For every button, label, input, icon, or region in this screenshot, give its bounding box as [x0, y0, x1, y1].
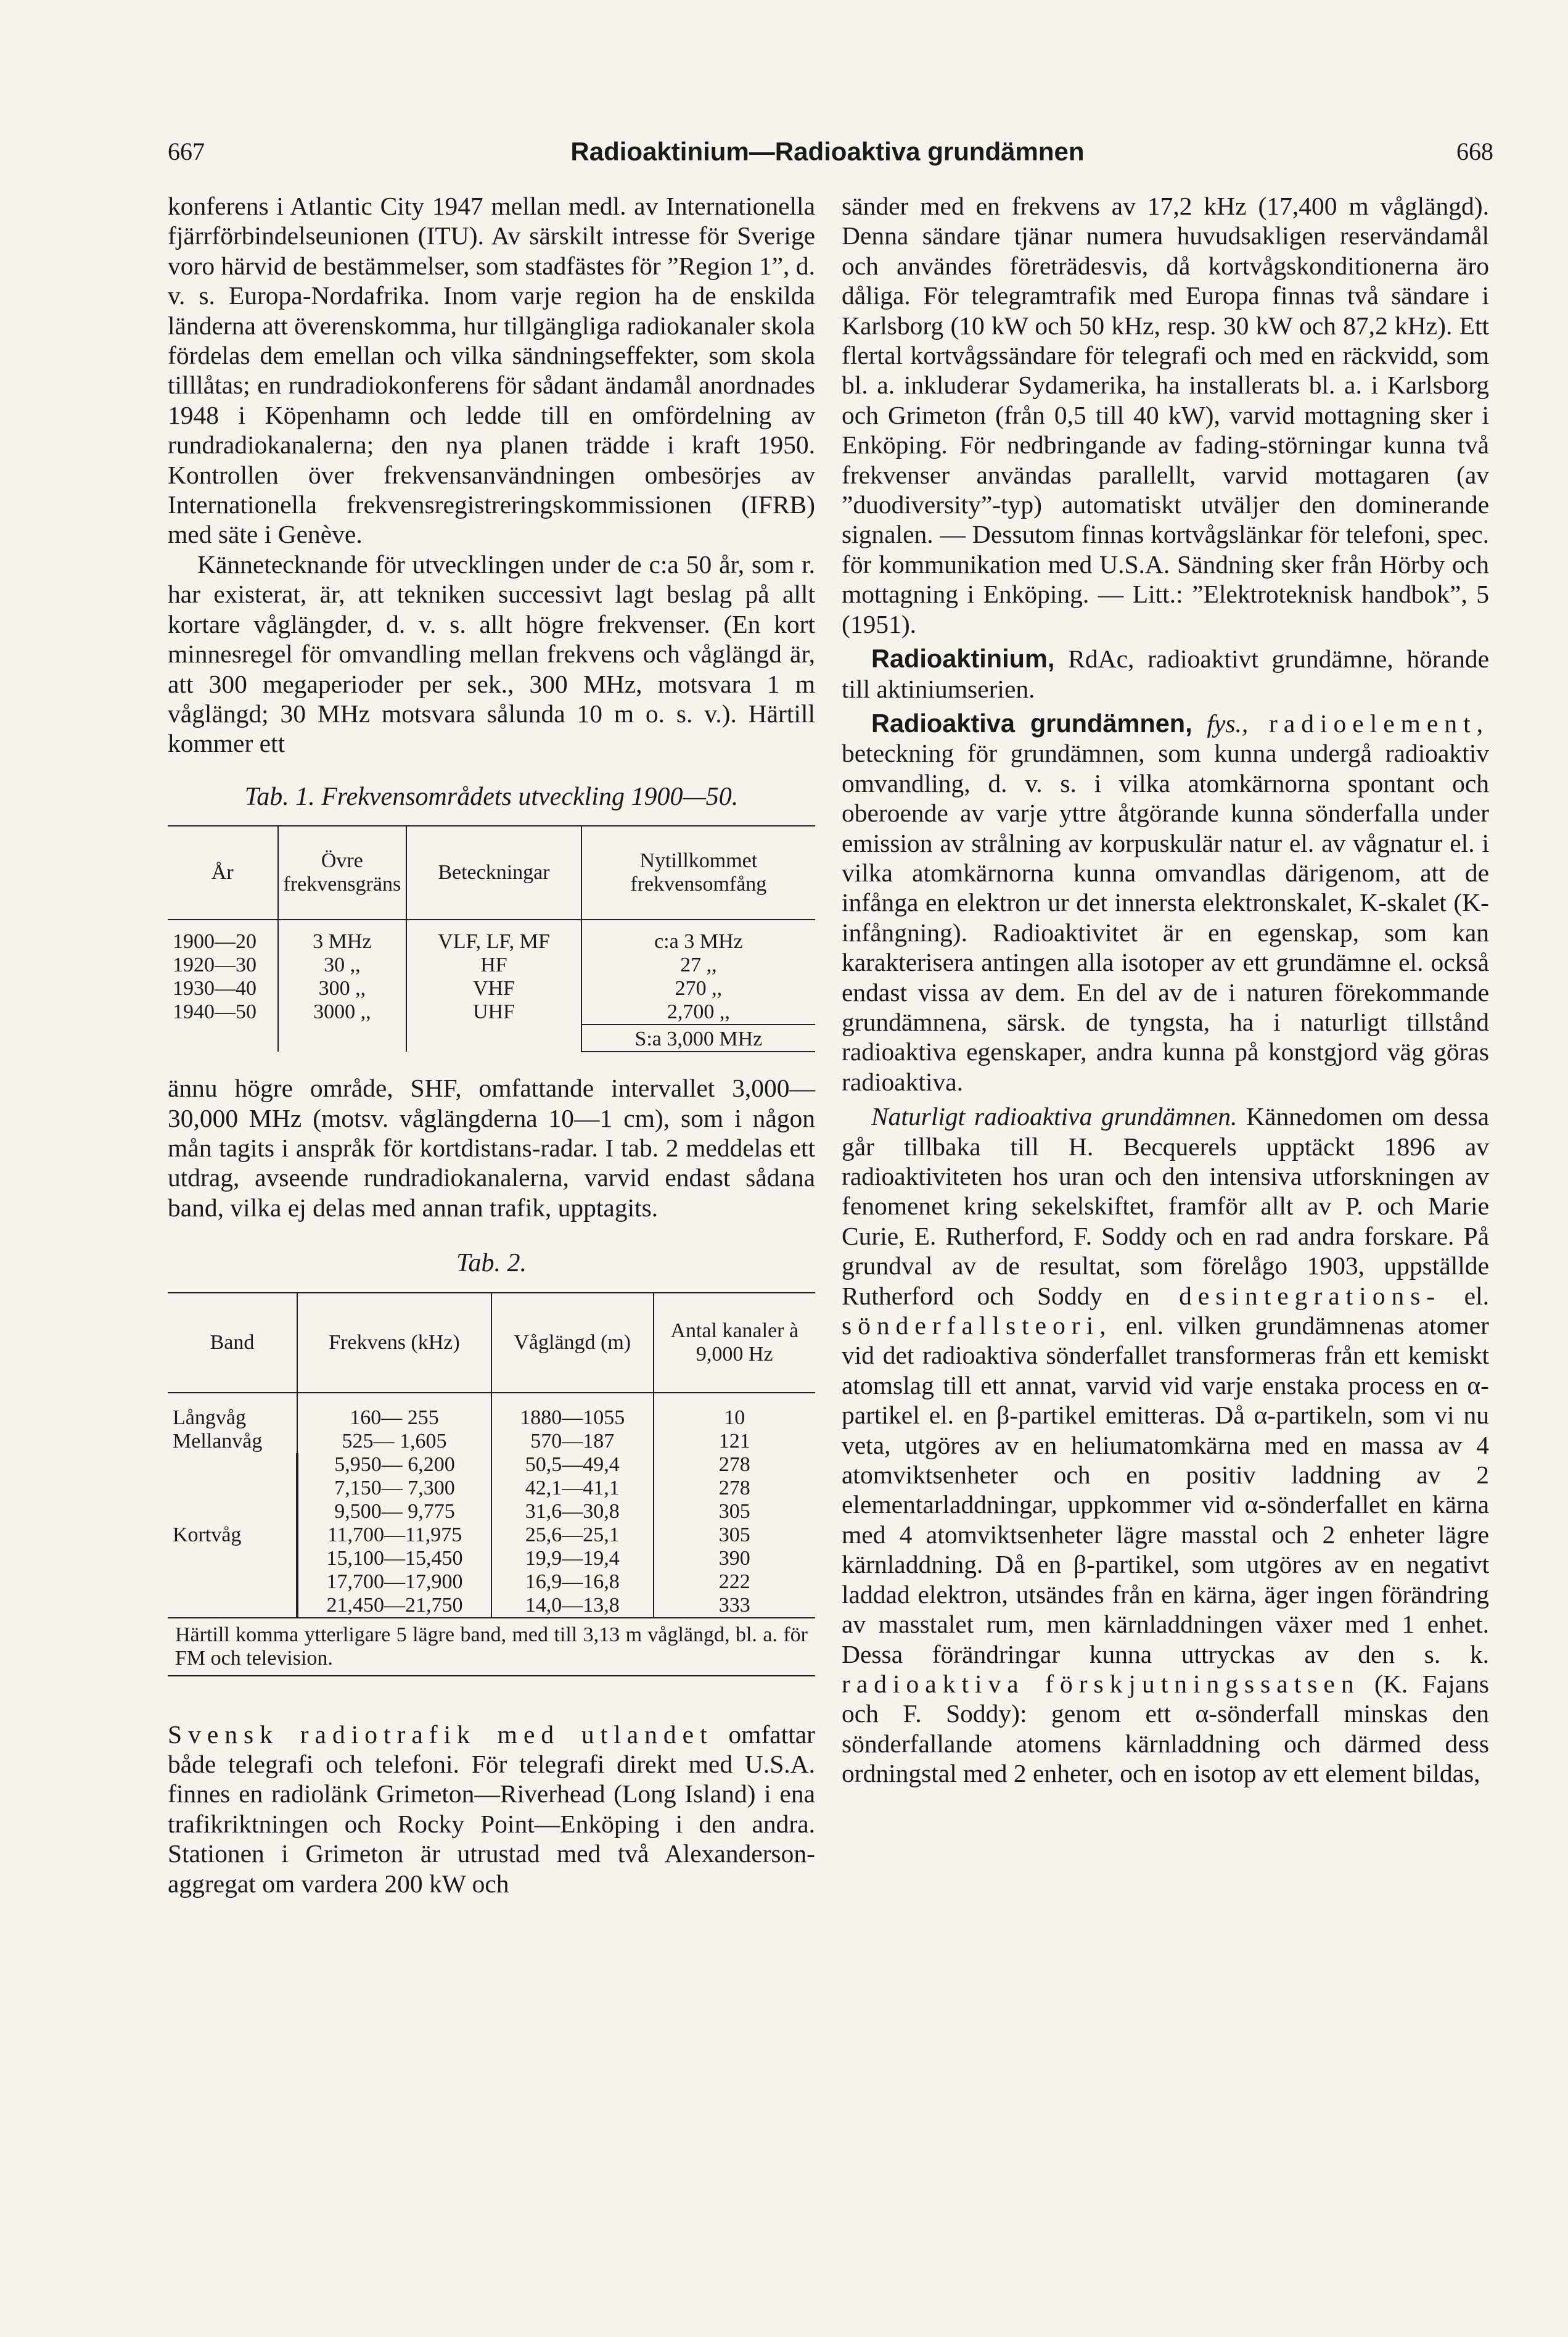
- paragraph-natural-radioactive: Naturligt radioaktiva grundämnen. Kännedomen om dessa går tillbaka till H. Becquerels upptäckt 1896 av radioaktiviteten hos uran och den intensiva utforskningen av fenomenet kring sekelskiftet, framför allt av P. och Marie Curie, E. Rutherford, F. Soddy och en rad andra forskare. På grundval av de resultat, som förelågo 1903, uppställde Rutherford och Soddy en desintegrations- el. sönderfallsteori, enl. vilken grundämnenas atomer vid det radioaktiva sönderfallet transformeras från ett kemiskt atomslag till ett annat, varvid vid varje enstaka process en α-partikel el. en β-partikel emitteras. Då α-partikeln, som vi nu veta, utgöres av en heliumatomkärna med en massa av 4 atomviktsenheter och en positiv laddning av 2 elementarladdningar, uppkommer vid α-sönderfallet en kärna med 4 atomviktsenheter lägre masstal och 2 enheter lägre kärnladdning. Då en β-partikel, som utgöres av en negativt laddad elektron, utsändes från en kärna, äger ingen förändring av masstalet rum, men kärnladdningen växer med 1 enhet. Dessa förändringar kunna uttryckas av den s. k. radioaktiva förskjutningssatsen (K. Fajans och F. Soddy): genom ett α-sönderfall minskas den sönderfallande atomens kärnladdning och därmed dess ordningstal med 2 enheter, och en isotop av ett element bildas,: [842, 1102, 1489, 1788]
- table-sum-row: [168, 1024, 815, 1052]
- table-row: 7,150— 7,300 42,1—41,1 278: [168, 1477, 815, 1500]
- column-header: Våglängd (m): [491, 1293, 654, 1393]
- table-row: 1930—40 300 ,, VHF 270 ,,: [168, 977, 815, 1000]
- right-page-number: 668: [1456, 138, 1493, 165]
- column-header: Band: [168, 1293, 297, 1393]
- table-row: 17,700—17,900 16,9—16,8 222: [168, 1570, 815, 1594]
- table-1-caption: Tab. 1. Frekvensområdets utveckling 1900—50.: [244, 782, 739, 811]
- entry-heading: Radioaktiva grundämnen,: [871, 708, 1192, 738]
- table-2-note-row: [168, 1618, 815, 1676]
- paragraph-itu: konferens i Atlantic City 1947 mellan medl. av Internationella fjärrförbindelseunionen (ITU). Av särskilt intresse för Sverige voro härvid de bestämmelser, som stadfästes för ”Region 1”, d. v. s. Europa-Nordafrika. Inom varje region ha de enskilda länderna att överenskomma, hur tillgängliga radiokanaler skola fördelas dem emellan och vilka sändningseffekter, som skola tilllåtas; en rundradiokonferens för sådant ändamål anordnades 1948 i Köpenhamn och ledde till en omfördelning av rundradiokanalerna; den nya planen trädde i kraft 1950. Kontrollen över frekvensanvändningen ombesörjes av Internationella frekvensregistreringskommissionen (IFRB) med säte i Genève.: [168, 192, 815, 549]
- left-page-number: 667: [168, 138, 205, 165]
- table-row: 21,450—21,750 14,0—13,8 333: [168, 1594, 815, 1618]
- table-1-sum: S:a 3,000 MHz: [581, 1024, 815, 1052]
- spaced-heading: Svensk radiotrafik med utlandet: [168, 1720, 713, 1749]
- table-2-caption: Tab. 2.: [456, 1249, 527, 1278]
- column-header: År: [168, 826, 278, 920]
- column-header: Frekvens (kHz): [297, 1293, 491, 1393]
- table-header-row: [168, 1293, 815, 1393]
- entry-heading: Radioaktinium,: [871, 644, 1055, 674]
- paragraph-grimeton-continued: sänder med en frekvens av 17,2 kHz (17,400 m våglängd). Denna sändare tjänar numera huvudsakligen reservändamål och användes företrädesvis, då kortvågskonditionerna äro dåliga. För telegramtrafik med Europa finnas två sändare i Karlsborg (10 kW och 50 kHz, resp. 30 kW och 87,2 kHz). Ett flertal kortvågssändare för telegrafi och med en räckvidd, som bl. a. inkluderar Sydamerika, ha installerats bl. a. i Karlsborg och Grimeton (från 0,5 till 40 kW), varvid mottagning sker i Enköping. För nedbringande av fading-störningar kunna två frekvenser användas parallellt, varvid mottagaren (av ”duodiversity”-typ) automatiskt utväljer den dominerande signalen. — Dessutom finnas kortvågslänkar för telefoni, spec. för kommunikation med U.S.A. Sändning sker från Hörby och mottagning i Enköping. — Litt.: ”Elektroteknisk handbok”, 5 (1951).: [842, 192, 1489, 638]
- table-2-broadcast-bands: [168, 1292, 815, 1676]
- running-title: Radioaktinium—Radioaktiva grundämnen: [570, 137, 1085, 166]
- entry-radioaktiva-grundamnen: Radioaktiva grundämnen, fys., radioelement, beteckning för grundämnen, som kunna undergå radioaktiv omvandling, d. v. s. i vilka atomkärnorna spontant och oberoende av varje yttre åtgörande kunna sönderfalla under emission av strålning av korpuskulär natur el. av vågnatur el. i vilka atomkärnorna kunna omvandlas därigenom, att de infånga en elektron ur det innersta elektronskalet, K-skalet (K-infångning). Radioaktivitet är en egenskap, som kan karakterisera antingen alla isotoper av ett grundämne el. också endast vissa av dem. En del av de i naturen förekommande grundämnena, särsk. de tyngsta, ha i naturligt tillstånd radioaktiva egenskaper, andra kunna på konstgjord väg göras radioaktiva.: [842, 708, 1490, 1096]
- column-header: Nytillkommet frekvensomfång: [581, 826, 815, 920]
- subheading: Naturligt radioaktiva grundämnen.: [871, 1102, 1238, 1131]
- right-column: [842, 191, 1489, 1789]
- column-header: Beteckningar: [406, 826, 581, 920]
- table-row: Långvåg 160— 255 1880—1055 10: [168, 1393, 815, 1430]
- table-row: 15,100—15,450 19,9—19,4 390: [168, 1547, 815, 1570]
- table-row: 1900—20 3 MHz VLF, LF, MF c:a 3 MHz: [168, 920, 815, 954]
- table-row: 5,950— 6,200 50,5—49,4 278: [168, 1453, 815, 1477]
- entry-radioaktinium: Radioaktinium, RdAc, radioaktivt grundämne, hörande till aktiniumserien.: [842, 644, 1489, 703]
- page-header: [162, 137, 1493, 174]
- table-1-frequency-development: [168, 825, 815, 1052]
- paragraph-shf: ännu högre område, SHF, omfattande intervallet 3,000—30,000 MHz (motsv. våglängderna 10—1 cm), som i någon mån tagits i anspråk för kortdistans-radar. I tab. 2 meddelas ett utdrag, avseende rundradiokanalerna, varvid endast sådana band, vilka ej delas med annan trafik, upptagits.: [168, 1074, 815, 1222]
- paragraph-frequency-trend: Kännetecknande för utvecklingen under de c:a 50 år, som r. har existerat, är, att tekniken successivt lagt beslag på allt kortare våglängder, d. v. s. allt högre frekvenser. (En kort minnesregel för omvandling mellan frekvens och våglängd är, att 300 megaperioder per sek., 300 MHz, motsvara 1 m våglängd; 30 MHz motsvara sålunda 10 m o. s. v.). Härtill kommer ett: [168, 550, 815, 758]
- paragraph-swedish-radio-traffic: Svensk radiotrafik med utlandet omfattar både telegrafi och telefoni. För telegrafi direkt med U.S.A. finnes en radiolänk Grimeton—Riverhead (Long Island) i ena trafikriktningen och Rocky Point—Enköping i den andra. Stationen i Grimeton är utrustad med två Alexanderson-aggregat om vardera 200 kW och: [168, 1720, 815, 1898]
- table-row: 1920—30 30 ,, HF 27 ,,: [168, 954, 815, 977]
- table-2-note: Härtill komma ytterligare 5 lägre band, med till 3,13 m våglängd, bl. a. för FM och television.: [168, 1618, 815, 1676]
- left-column: [168, 191, 815, 1898]
- table-row: Kortvåg 11,700—11,975 25,6—25,1 305: [168, 1523, 815, 1547]
- column-header: Övre frekvensgräns: [278, 826, 407, 920]
- table-row: 1940—50 3000 ,, UHF 2,700 ,,: [168, 1000, 815, 1024]
- table-header-row: [168, 826, 815, 920]
- table-row: Mellanvåg 525— 1,605 570—187 121: [168, 1430, 815, 1453]
- table-row: 9,500— 9,775 31,6—30,8 305: [168, 1500, 815, 1523]
- column-header: Antal kanaler à 9,000 Hz: [654, 1293, 816, 1393]
